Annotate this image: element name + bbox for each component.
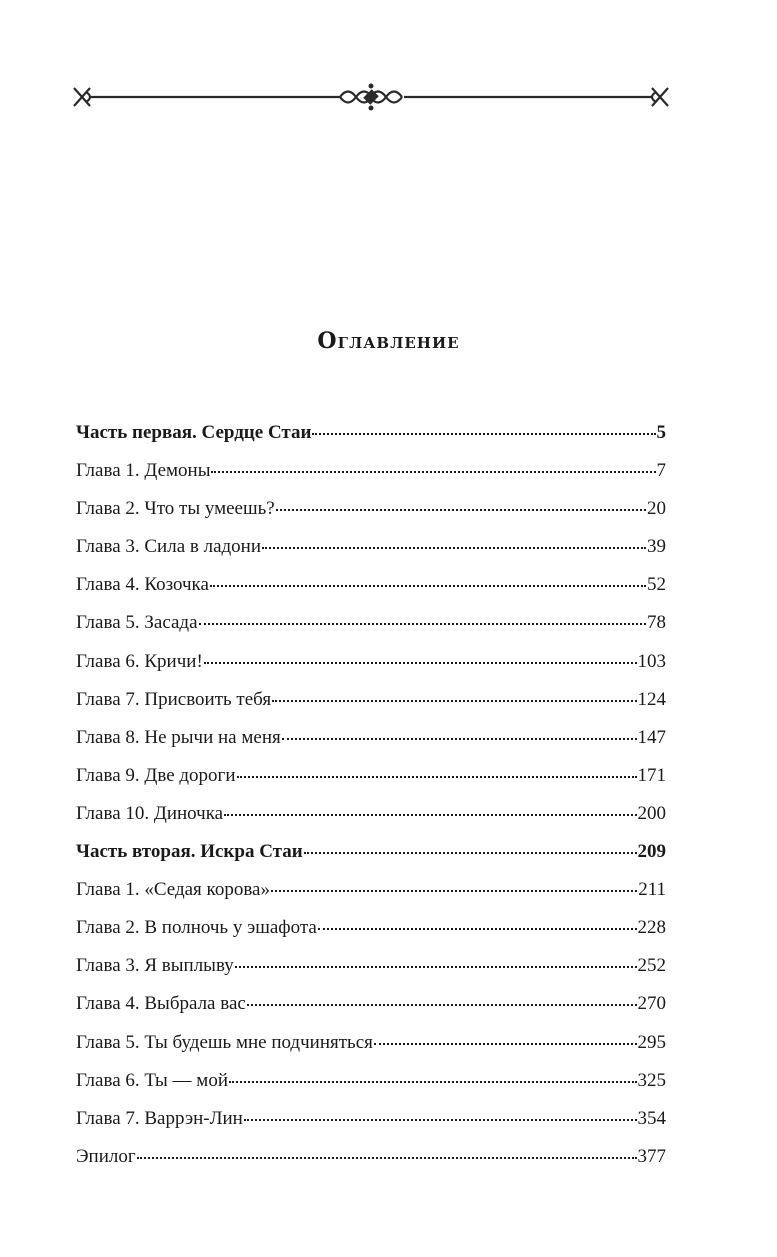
toc-chapter-entry [76, 1138, 666, 1176]
dot-leader [247, 1004, 637, 1006]
dot-leader [271, 890, 637, 892]
toc-entry-title: Глава 8. Не рычи на меня [76, 726, 281, 748]
toc-chapter-entry [76, 604, 666, 642]
toc-chapter-entry [76, 452, 666, 490]
dot-leader [272, 700, 636, 702]
dot-leader [137, 1157, 637, 1159]
ornament-divider-icon [72, 82, 670, 112]
toc-entry-title: Глава 5. Ты будешь мне подчиняться [76, 1031, 373, 1053]
toc-chapter-entry [76, 757, 666, 795]
dot-leader [199, 623, 646, 625]
toc-entry-title: Глава 1. Демоны [76, 460, 211, 482]
toc-entry-title: Глава 5. Засада [76, 612, 198, 634]
toc-page-number: 39 [647, 536, 666, 558]
toc-entry-title: Глава 3. Я выплыву [76, 955, 234, 977]
toc-page-number: 103 [637, 650, 666, 672]
toc-chapter-entry [76, 566, 666, 604]
toc-entry-title: Часть вторая. Искра Стаи [76, 841, 303, 863]
page-title: Оглавление [317, 328, 460, 354]
toc-page-number: 228 [637, 917, 666, 939]
dot-leader [244, 1119, 637, 1121]
toc-entry-title: Глава 2. Что ты умеешь? [76, 498, 275, 520]
toc-chapter-entry [76, 719, 666, 757]
dot-leader [262, 547, 646, 549]
toc-page-number: 270 [637, 993, 666, 1015]
toc-entry-title: Часть первая. Сердце Стаи [76, 422, 312, 443]
dot-leader [211, 471, 655, 473]
toc-page-number: 52 [647, 574, 666, 596]
toc-entry-title: Глава 6. Ты — мой [76, 1069, 228, 1091]
dot-leader [237, 776, 637, 778]
table-of-contents [76, 414, 666, 1176]
toc-page-number: 209 [637, 841, 666, 863]
toc-entry-title: Глава 10. Диночка [76, 802, 224, 824]
toc-chapter-entry [76, 871, 666, 909]
dot-leader [229, 1081, 637, 1083]
toc-entry-title: Глава 3. Сила в ладони [76, 536, 262, 558]
toc-chapter-entry [76, 985, 666, 1023]
toc-chapter-entry [76, 795, 666, 833]
dot-leader [210, 585, 646, 587]
dot-leader [224, 814, 636, 816]
dot-leader [282, 738, 637, 740]
toc-entry-title: Глава 7. Присвоить тебя [76, 688, 272, 710]
dot-leader [312, 433, 655, 435]
toc-page-number: 171 [637, 764, 666, 786]
toc-chapter-entry [76, 528, 666, 566]
toc-chapter-entry [76, 1024, 666, 1062]
toc-entry-title: Глава 1. «Седая корова» [76, 879, 270, 901]
toc-part-entry [76, 833, 666, 871]
dot-leader [318, 928, 637, 930]
toc-page-number: 124 [637, 688, 666, 710]
toc-entry-title: Глава 6. Кричи! [76, 650, 203, 672]
toc-page-number: 7 [656, 460, 666, 482]
dot-leader [276, 509, 646, 511]
toc-page-number: 200 [637, 802, 666, 824]
toc-entry-title: Глава 9. Две дороги [76, 764, 236, 786]
toc-page-number: 252 [637, 955, 666, 977]
dot-leader [304, 852, 637, 854]
toc-entry-title: Глава 4. Козочка [76, 574, 209, 596]
toc-page-number: 147 [637, 726, 666, 748]
toc-entry-title: Глава 7. Варрэн-Лин [76, 1107, 243, 1129]
toc-page-number: 211 [638, 879, 666, 901]
toc-page-number: 354 [637, 1107, 666, 1129]
toc-entry-title: Эпилог [76, 1145, 136, 1167]
toc-entry-title: Глава 4. Выбрала вас [76, 993, 246, 1015]
toc-page-number: 5 [656, 422, 666, 443]
toc-page-number: 78 [647, 612, 666, 634]
toc-page-number: 325 [637, 1069, 666, 1091]
toc-page-number: 295 [637, 1031, 666, 1053]
toc-chapter-entry [76, 1100, 666, 1138]
toc-page-number: 20 [647, 498, 666, 520]
toc-entry-title: Глава 2. В полночь у эшафота [76, 917, 317, 939]
toc-chapter-entry [76, 681, 666, 719]
toc-chapter-entry [76, 643, 666, 681]
toc-chapter-entry [76, 909, 666, 947]
toc-chapter-entry [76, 490, 666, 528]
toc-page-number: 377 [637, 1145, 666, 1167]
dot-leader [235, 966, 637, 968]
dot-leader [374, 1043, 637, 1045]
dot-leader [204, 662, 637, 664]
toc-chapter-entry [76, 947, 666, 985]
toc-chapter-entry [76, 1062, 666, 1100]
toc-part-entry [76, 414, 666, 452]
